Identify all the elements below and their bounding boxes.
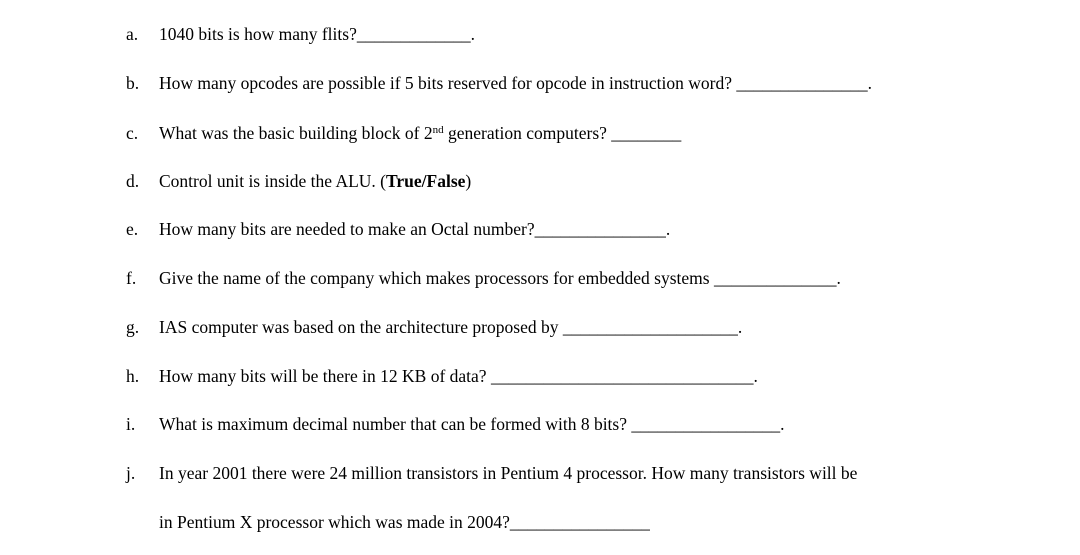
question-letter: g. [126,317,140,337]
question-text-pre: What was the basic building block of 2 [159,123,433,143]
question-letter: b. [126,73,140,93]
question-text-pre: Control unit is inside the ALU. ( [159,171,387,191]
question-letter: i. [126,414,136,434]
question-text: IAS computer was based on the architecture proposed by ____________________. [159,317,743,337]
question-text: How many bits are needed to make an Octal number?_______________. [159,219,671,239]
question-text: In year 2001 there were 24 million transistors in Pentium 4 processor. How many transistors will be [159,463,858,483]
question-text-post: generation computers? ________ [443,123,682,143]
question-letter: a. [126,24,139,44]
question-letter: c. [126,123,139,143]
question-letter: d. [126,171,140,191]
question-text: What is maximum decimal number that can be formed with 8 bits? _________________. [159,414,785,434]
question-letter: h. [126,366,140,386]
question-text [159,122,681,144]
question-letter: f. [126,268,137,288]
question-text: How many bits will be there in 12 KB of data? ______________________________. [159,366,758,386]
true-false-option: True/False [386,171,466,191]
question-text [159,170,471,192]
question-text-continuation: in Pentium X processor which was made in 2004?________________ [159,512,650,532]
ordinal-suffix: nd [432,124,444,136]
question-text: How many opcodes are possible if 5 bits reserved for opcode in instruction word? _______________. [159,73,872,93]
question-letter: j. [126,463,136,483]
question-letter: e. [126,219,139,239]
question-text-post: ) [465,171,472,191]
question-text: Give the name of the company which makes processors for embedded systems ______________. [159,268,841,288]
question-text: 1040 bits is how many flits?_____________. [159,24,475,44]
